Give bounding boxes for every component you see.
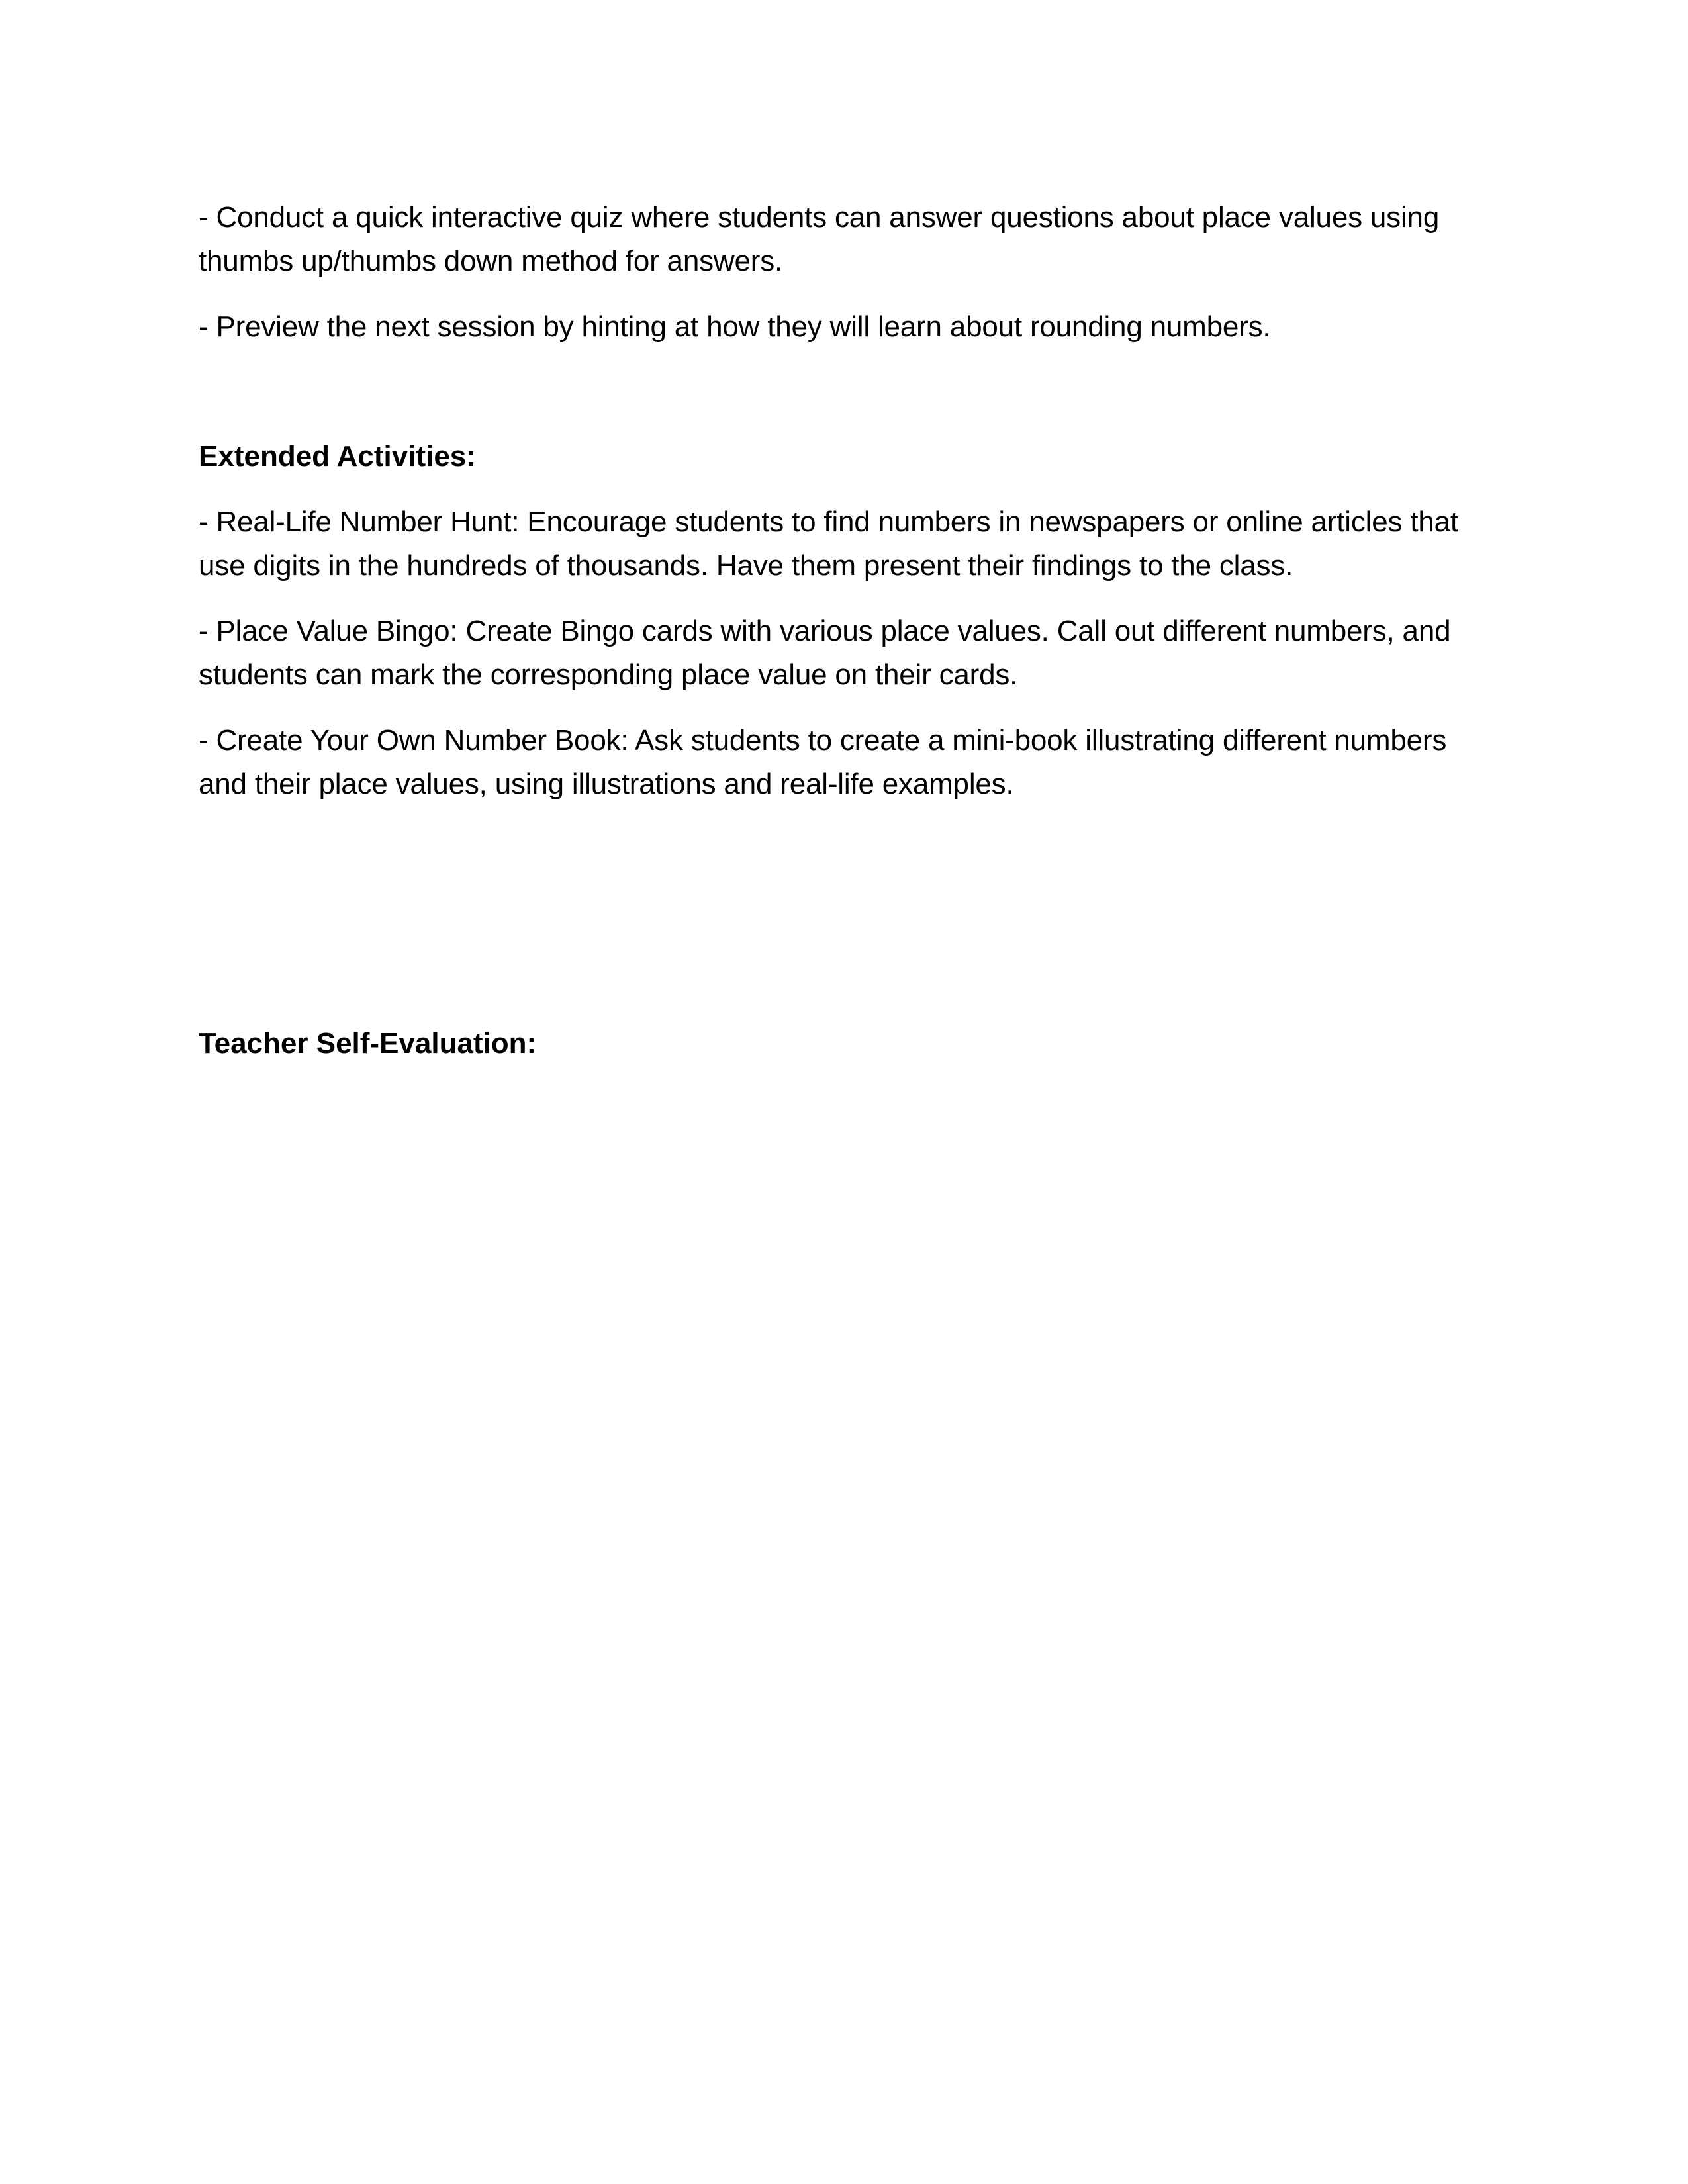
intro-item: - Preview the next session by hinting at how they will learn about rounding numbers.: [199, 310, 1271, 343]
intro-item: - Conduct a quick interactive quiz where students can answer questions about place values using thumbs up/thumbs down method for answers.: [199, 201, 1440, 277]
activity-item: - Real-Life Number Hunt: Encourage students to find numbers in newspapers or online articles that use digits in the hundreds of thousands. Have them present their findings to the class.: [199, 506, 1458, 582]
section-heading: Teacher Self-Evaluation:: [199, 1027, 537, 1060]
activity-item: - Place Value Bingo: Create Bingo cards with various place values. Call out different numbers, and students can mark the corresponding place value on their cards.: [199, 615, 1451, 691]
teacher-self-evaluation-section: [199, 1022, 1496, 1066]
extended-activities-section: [199, 435, 1496, 806]
page-content: [199, 196, 1496, 1066]
section-heading: Extended Activities:: [199, 440, 476, 473]
activity-item: - Create Your Own Number Book: Ask students to create a mini-book illustrating different numbers and their place values, using illustrations and real-life examples.: [199, 724, 1447, 800]
